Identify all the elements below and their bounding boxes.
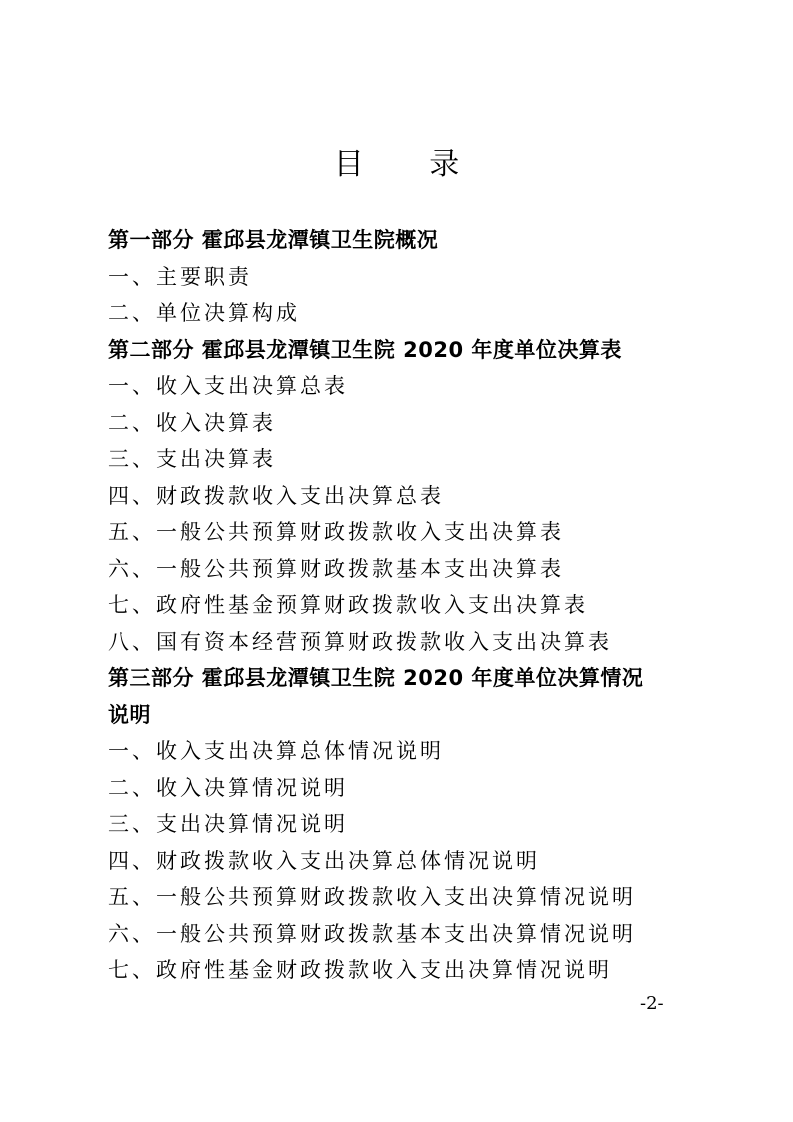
toc-item[interactable]: 一、主要职责 [108, 264, 252, 289]
toc-item[interactable]: 五、一般公共预算财政拨款收入支出决算表 [108, 520, 564, 544]
toc-part-3-continued[interactable]: 说明 [108, 702, 151, 727]
toc-item[interactable]: 一、收入支出决算总体情况说明 [108, 739, 444, 763]
toc-item[interactable]: 六、一般公共预算财政拨款基本支出决算情况说明 [108, 921, 636, 946]
toc-item[interactable]: 五、一般公共预算财政拨款收入支出决算情况说明 [108, 885, 636, 909]
toc-item[interactable]: 四、财政拨款收入支出决算总体情况说明 [108, 848, 540, 873]
toc-item[interactable]: 三、支出决算情况说明 [108, 812, 348, 836]
toc-item[interactable]: 二、收入决算表 [108, 410, 276, 435]
toc-item[interactable]: 四、财政拨款收入支出决算总表 [108, 483, 444, 508]
toc-part-2[interactable]: 第二部分 霍邱县龙潭镇卫生院 2020 年度单位决算表 [108, 337, 622, 362]
toc-item[interactable]: 二、单位决算构成 [108, 301, 300, 325]
toc-part-3[interactable]: 第三部分 霍邱县龙潭镇卫生院 2020 年度单位决算情况 [108, 666, 644, 690]
page-number: -2- [640, 993, 664, 1014]
toc-item[interactable]: 六、一般公共预算财政拨款基本支出决算表 [108, 556, 564, 581]
toc-item[interactable]: 二、收入决算情况说明 [108, 775, 348, 800]
toc-item[interactable]: 八、国有资本经营预算财政拨款收入支出决算表 [108, 629, 612, 654]
toc-part-1[interactable]: 第一部分 霍邱县龙潭镇卫生院概况 [108, 228, 439, 252]
toc-item[interactable]: 七、政府性基金预算财政拨款收入支出决算表 [108, 593, 588, 617]
page-title: 目 录 [333, 147, 488, 182]
toc-item[interactable]: 七、政府性基金财政拨款收入支出决算情况说明 [108, 958, 612, 982]
table-of-contents [108, 222, 698, 989]
toc-item[interactable]: 一、收入支出决算总表 [108, 374, 348, 398]
toc-item[interactable]: 三、支出决算表 [108, 447, 276, 471]
